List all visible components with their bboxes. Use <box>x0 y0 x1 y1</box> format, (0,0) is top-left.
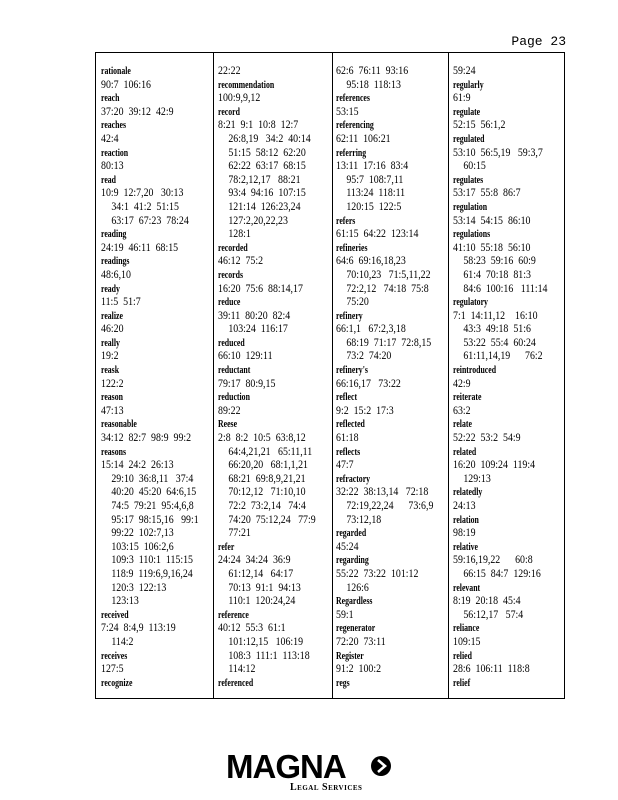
index-citation: 108:3 111:1 113:18 <box>228 649 310 662</box>
index-citation: 66:10 129:11 <box>218 350 273 363</box>
index-citation: 75:20 <box>346 296 369 309</box>
index-citation: 99:22 102:7,13 <box>111 527 174 540</box>
index-citation: 128:1 <box>228 228 251 241</box>
index-citation: 59:1 <box>336 608 354 621</box>
index-term: Register <box>336 650 364 662</box>
index-term: reading <box>101 229 127 241</box>
index-column-1 <box>101 65 211 695</box>
index-citation: 8:21 9:1 10:8 12:7 <box>218 119 299 132</box>
index-citation: 64:4,21,21 65:11,11 <box>228 445 313 458</box>
index-citation: 114:12 <box>228 663 256 676</box>
index-term: regulate <box>453 106 481 118</box>
index-term: regulations <box>453 229 491 241</box>
index-citation: 53:15 <box>336 105 359 118</box>
index-citation: 89:22 <box>218 404 241 417</box>
index-citation: 118:9 119:6,9,16,24 <box>111 567 193 580</box>
index-citation: 66:15 84:7 129:16 <box>463 567 541 580</box>
index-term: relied <box>453 650 472 662</box>
index-term: regulated <box>453 133 485 145</box>
index-citation: 129:13 <box>463 472 491 485</box>
index-term: refer <box>218 541 235 553</box>
index-citation: 72:20 73:11 <box>336 635 386 648</box>
index-citation: 58:23 59:16 60:9 <box>463 255 536 268</box>
index-term: refers <box>336 215 356 227</box>
index-citation: 34:1 41:2 51:15 <box>111 200 179 213</box>
index-citation: 16:20 109:24 119:4 <box>453 459 536 472</box>
index-citation: 109:15 <box>453 635 481 648</box>
index-citation: 47:7 <box>336 459 354 472</box>
index-citation: 60:15 <box>463 160 486 173</box>
index-citation: 53:14 54:15 86:10 <box>453 214 531 227</box>
index-term: readings <box>101 256 130 268</box>
index-term: Regardless <box>336 596 373 608</box>
index-citation: 29:10 36:8,11 37:4 <box>111 472 194 485</box>
index-citation: 61:11,14,19 76:2 <box>463 350 543 363</box>
index-term: reduction <box>218 392 250 404</box>
index-citation: 46:20 <box>101 323 124 336</box>
index-term: reach <box>101 93 120 105</box>
index-citation: 72:2,12 74:18 75:8 <box>346 282 429 295</box>
index-citation: 43:3 49:18 51:6 <box>463 323 531 336</box>
index-citation: 74:20 75:12,24 77:9 <box>228 513 316 526</box>
index-citation: 11:5 51:7 <box>101 296 141 309</box>
index-citation: 19:2 <box>101 350 119 363</box>
index-term: relevant <box>453 582 481 594</box>
index-term: regulation <box>453 201 488 213</box>
index-citation: 24:24 34:24 36:9 <box>218 554 291 567</box>
index-citation: 55:22 73:22 101:12 <box>336 567 419 580</box>
index-citation: 28:6 106:11 118:8 <box>453 663 530 676</box>
index-term: reflected <box>336 419 365 431</box>
index-term: read <box>101 174 117 186</box>
index-citation: 127:5 <box>101 663 124 676</box>
index-term: regarded <box>336 528 367 540</box>
index-citation: 121:14 126:23,24 <box>228 200 301 213</box>
index-citation: 52:15 56:1,2 <box>453 119 506 132</box>
index-term: related <box>453 446 477 458</box>
index-citation: 63:17 67:23 78:24 <box>111 214 189 227</box>
index-citation: 70:13 91:1 94:13 <box>228 581 301 594</box>
index-citation: 78:2,12,17 88:21 <box>228 173 301 186</box>
index-citation: 120:15 122:5 <box>346 200 402 213</box>
index-citation: 66:1,1 67:2,3,18 <box>336 323 406 336</box>
index-term: records <box>218 269 243 281</box>
index-citation: 40:20 45:20 64:6,15 <box>111 486 197 499</box>
index-term: referencing <box>336 120 374 132</box>
index-citation: 79:17 80:9,15 <box>218 377 276 390</box>
index-citation: 62:22 63:17 68:15 <box>228 160 306 173</box>
index-term: receives <box>101 650 128 662</box>
index-citation: 62:6 76:11 93:16 <box>336 65 409 77</box>
index-citation: 101:12,15 106:19 <box>228 635 304 648</box>
index-citation: 61:18 <box>336 432 359 445</box>
index-term: regarding <box>336 555 369 567</box>
index-term: reliance <box>453 623 480 635</box>
index-citation: 61:15 64:22 123:14 <box>336 228 419 241</box>
index-citation: 59:24 <box>453 65 476 77</box>
page-number: Page 23 <box>511 34 566 49</box>
index-term: reask <box>101 365 120 377</box>
index-citation: 61:9 <box>453 92 471 105</box>
index-citation: 61:12,14 64:17 <box>228 567 294 580</box>
index-citation: 98:19 <box>453 527 476 540</box>
index-frame <box>95 52 565 699</box>
index-citation: 113:24 118:11 <box>346 187 406 200</box>
index-term: regulates <box>453 174 484 186</box>
index-term: relief <box>453 677 471 689</box>
column-divider <box>448 53 449 698</box>
index-citation: 77:21 <box>228 527 251 540</box>
index-term: record <box>218 106 240 118</box>
index-term: recognize <box>101 677 133 689</box>
index-citation: 66:16,17 73:22 <box>336 377 401 390</box>
index-citation: 45:24 <box>336 540 359 553</box>
index-term: relative <box>453 541 478 553</box>
index-term: reflects <box>336 446 361 458</box>
index-term: reiterate <box>453 392 482 404</box>
index-citation: 123:13 <box>111 595 139 608</box>
index-term: rationale <box>101 66 131 77</box>
index-citation: 42:4 <box>101 132 119 145</box>
index-term: reaches <box>101 120 126 132</box>
index-citation: 70:10,23 71:5,11,22 <box>346 268 431 281</box>
index-term: regs <box>336 677 350 689</box>
index-citation: 46:12 75:2 <box>218 255 264 268</box>
index-citation: 48:6,10 <box>101 268 131 281</box>
index-citation: 95:18 118:13 <box>346 78 401 91</box>
index-term: reductant <box>218 365 251 377</box>
index-term: reflect <box>336 392 358 404</box>
index-term: realize <box>101 310 123 322</box>
index-citation: 34:12 82:7 98:9 99:2 <box>101 432 192 445</box>
index-term: relate <box>453 419 472 431</box>
index-citation: 26:8,19 34:2 40:14 <box>228 132 311 145</box>
index-term: reference <box>218 609 249 621</box>
index-term: references <box>336 93 370 105</box>
index-citation: 13:11 17:16 83:4 <box>336 160 409 173</box>
index-term: reduce <box>218 297 241 309</box>
index-citation: 2:8 8:2 10:5 63:8,12 <box>218 432 306 445</box>
index-citation: 70:12,12 71:10,10 <box>228 486 306 499</box>
index-citation: 110:1 120:24,24 <box>228 595 296 608</box>
index-term: recorded <box>218 242 248 254</box>
index-citation: 72:19,22,24 73:6,9 <box>346 500 434 512</box>
logo-arrow-icon <box>370 755 392 777</box>
index-citation: 63:2 <box>453 404 471 417</box>
company-logo <box>226 748 396 793</box>
index-citation: 114:2 <box>111 635 134 648</box>
index-citation: 127:2,20,22,23 <box>228 214 288 227</box>
index-term: really <box>101 337 120 349</box>
index-citation: 122:2 <box>101 377 124 390</box>
index-term: refractory <box>336 473 371 485</box>
index-term: ready <box>101 283 120 295</box>
index-citation: 95:7 108:7,11 <box>346 173 404 186</box>
index-citation: 93:4 94:16 107:15 <box>228 187 306 200</box>
index-term: reasonable <box>101 419 137 431</box>
index-citation: 103:24 116:17 <box>228 323 288 336</box>
index-term: reduced <box>218 337 245 349</box>
index-term: refinery <box>336 310 363 322</box>
index-citation: 103:15 106:2,6 <box>111 540 174 553</box>
index-citation: 100:9,9,12 <box>218 92 261 105</box>
index-term: reaction <box>101 147 129 159</box>
index-citation: 52:22 53:2 54:9 <box>453 432 521 445</box>
index-term: Reese <box>218 419 238 431</box>
column-divider <box>332 53 333 698</box>
index-term: regulatory <box>453 297 488 309</box>
index-citation: 10:9 12:7,20 30:13 <box>101 187 184 200</box>
logo-wordmark: MAGNA <box>226 748 346 785</box>
index-term: received <box>101 609 129 621</box>
index-citation: 56:12,17 57:4 <box>463 608 524 621</box>
index-term: reintroduced <box>453 365 497 377</box>
index-citation: 73:12,18 <box>346 513 382 526</box>
index-citation: 53:17 55:8 86:7 <box>453 187 521 200</box>
index-citation: 8:19 20:18 45:4 <box>453 595 521 608</box>
index-term: referring <box>336 147 367 159</box>
index-citation: 120:3 122:13 <box>111 581 167 594</box>
index-citation: 24:13 <box>453 500 476 512</box>
index-citation: 7:24 8:4,9 113:19 <box>101 622 176 635</box>
index-citation: 95:17 98:15,16 99:1 <box>111 513 199 526</box>
index-citation: 84:6 100:16 111:14 <box>463 282 548 295</box>
index-citation: 64:6 69:16,18,23 <box>336 255 406 268</box>
index-citation: 40:12 55:3 61:1 <box>218 622 286 635</box>
index-citation: 37:20 39:12 42:9 <box>101 105 174 118</box>
index-citation: 72:2 73:2,14 74:4 <box>228 500 306 512</box>
index-citation: 62:11 106:21 <box>336 132 391 145</box>
index-citation: 73:2 74:20 <box>346 350 392 363</box>
index-citation: 7:1 14:11,12 16:10 <box>453 309 538 322</box>
index-citation: 74:5 79:21 95:4,6,8 <box>111 500 194 512</box>
index-citation: 53:22 55:4 60:24 <box>463 336 536 349</box>
index-citation: 68:21 69:8,9,21,21 <box>228 472 306 485</box>
index-citation: 53:10 56:5,19 59:3,7 <box>453 146 543 159</box>
index-citation: 47:13 <box>101 404 124 417</box>
index-term: refineries <box>336 242 368 254</box>
index-term: reasons <box>101 446 126 458</box>
index-term: relation <box>453 514 479 526</box>
column-divider <box>213 53 214 698</box>
index-citation: 32:22 38:13,14 72:18 <box>336 486 429 499</box>
index-term: regenerator <box>336 623 376 635</box>
index-citation: 51:15 58:12 62:20 <box>228 146 306 159</box>
index-citation: 59:16,19,22 60:8 <box>453 554 533 567</box>
index-citation: 22:22 <box>218 65 241 77</box>
index-term: recommendation <box>218 79 275 91</box>
index-citation: 16:20 75:6 88:14,17 <box>218 282 303 295</box>
index-term: refinery's <box>336 365 368 377</box>
index-column-2 <box>218 65 330 695</box>
index-citation: 9:2 15:2 17:3 <box>336 404 394 417</box>
index-column-3 <box>336 65 446 695</box>
index-term: referenced <box>218 677 254 689</box>
index-citation: 109:3 110:1 115:15 <box>111 554 194 567</box>
logo-subtitle: Legal Services <box>290 782 363 793</box>
index-term: regularly <box>453 79 484 91</box>
index-citation: 126:6 <box>346 581 369 594</box>
index-citation: 68:19 71:17 72:8,15 <box>346 336 432 349</box>
index-citation: 41:10 55:18 56:10 <box>453 241 531 254</box>
index-citation: 39:11 80:20 82:4 <box>218 309 291 322</box>
index-term: relatedly <box>453 487 483 499</box>
index-column-4 <box>453 65 563 695</box>
index-term: reason <box>101 392 123 404</box>
index-citation: 24:19 46:11 68:15 <box>101 241 179 254</box>
index-citation: 91:2 100:2 <box>336 663 382 676</box>
index-citation: 80:13 <box>101 160 124 173</box>
index-citation: 61:4 70:18 81:3 <box>463 268 531 281</box>
index-citation: 42:9 <box>453 377 471 390</box>
index-citation: 90:7 106:16 <box>101 78 152 91</box>
index-citation: 15:14 24:2 26:13 <box>101 459 174 472</box>
index-citation: 66:20,20 68:1,1,21 <box>228 459 308 472</box>
